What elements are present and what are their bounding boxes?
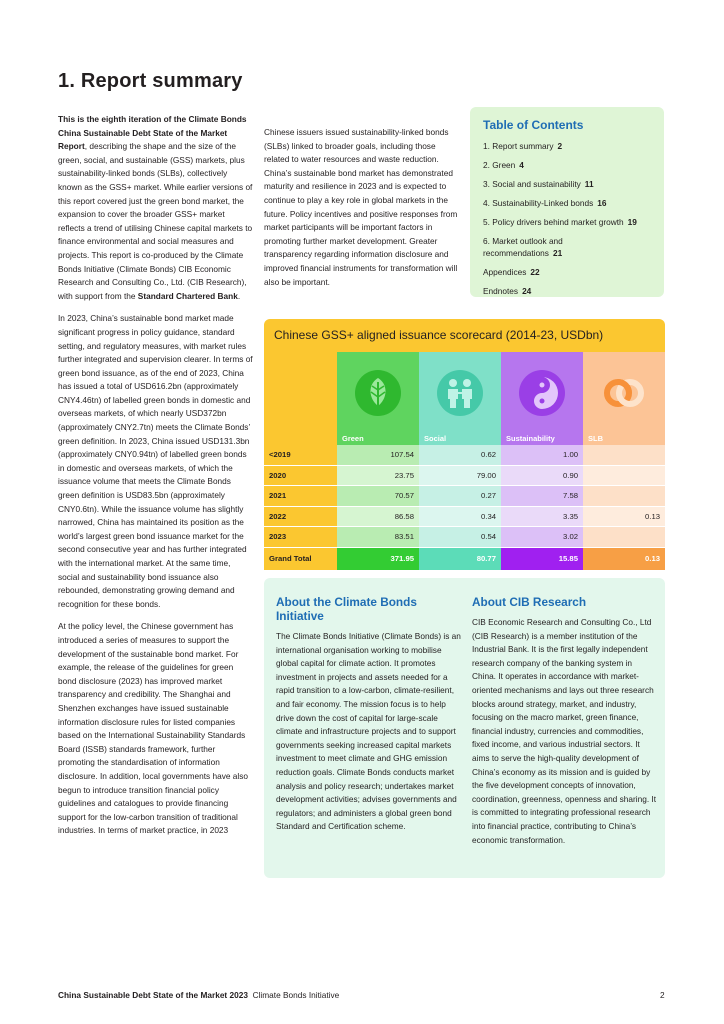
toc-item-page: 4 (519, 160, 524, 170)
body-column-middle (264, 126, 460, 298)
scorecard-table (264, 445, 665, 570)
column-label-social: Social (424, 434, 447, 443)
body-column-left (58, 113, 253, 847)
paragraph-2: In 2023, China’s sustainable bond market made significant progress in policy guidance, standard setting, and regulatory measures, with market rules further integrated and supervision clearer. In terms of green bond issuance, as of the end of 2023, China has issued a total of USD616.2bn (approximately CNY4.46tn) of labelled green bonds in domestic and overseas markets, of which nearly USD372bn (approximately CNY2.7tn) meets the Climate Bonds’ green definition. In 2023, China issued USD131.3bn (approximately CNY0.94tn) of labelled green bonds in domestic and overseas markets, of which the issuance volume that meets the Climate Bonds green definition is USD83.5bn (approximately CNY0.6tn). While the issuance volume has slightly narrowed, China has maintained its position as the world’s largest green bond issuance market for the second consecutive year and has further integrated with the international market. At the same time, social and sustainability bond issuance also rebounded, demonstrating growing demand and recognition for these bonds. (58, 313, 253, 609)
toc-item[interactable] (483, 267, 658, 279)
toc-item-page: 11 (584, 179, 594, 189)
about-section (264, 578, 665, 878)
about-cib-heading: About CIB Research (472, 595, 587, 609)
cell-green: 107.54 (337, 445, 419, 465)
about-cbi-heading: About the Climate Bonds Initiative (276, 595, 417, 623)
scorecard-total-row (264, 547, 665, 570)
intro-paragraph (58, 113, 253, 303)
people-icon (437, 370, 483, 416)
row-label: 2022 (264, 506, 337, 527)
scorecard-row (264, 506, 665, 527)
row-label: <2019 (264, 445, 337, 465)
page-title: 1. Report summary (58, 70, 243, 92)
leaf-icon (355, 370, 401, 416)
toc-item-page: 22 (530, 266, 540, 277)
toc-item-page: 16 (597, 198, 607, 208)
intro-bold: This is the eighth iteration of the Climate Bonds China Sustainable Debt State of the Market Report (58, 114, 247, 152)
toc-item-page: 19 (627, 217, 637, 227)
cell-social: 0.62 (419, 445, 501, 465)
footer-org: Climate Bonds Initiative (252, 990, 340, 1000)
issuance-scorecard (264, 319, 665, 563)
cell-sustainability: 3.02 (501, 527, 583, 548)
link-icon (601, 370, 647, 416)
total-slb: 0.13 (583, 547, 665, 570)
total-label: Grand Total (264, 547, 337, 570)
toc-item-page: 21 (552, 247, 563, 258)
cell-slb (583, 486, 665, 507)
toc-item-label: 2. Green (483, 160, 516, 170)
scorecard-header (337, 352, 665, 445)
cell-slb (583, 445, 665, 465)
cell-social: 0.34 (419, 506, 501, 527)
scorecard-row (264, 465, 665, 486)
total-social: 80.77 (419, 547, 501, 570)
toc-item[interactable] (483, 236, 593, 259)
toc-item[interactable] (483, 179, 658, 191)
cell-slb: 0.13 (583, 506, 665, 527)
cell-social: 0.27 (419, 486, 501, 507)
toc-item[interactable] (483, 141, 658, 153)
column-label-green: Green (342, 434, 364, 443)
toc-item-label: Endnotes (483, 285, 519, 296)
toc-item[interactable] (483, 286, 658, 298)
cell-slb (583, 527, 665, 548)
column-head-slb (583, 352, 665, 445)
toc-item[interactable] (483, 160, 658, 172)
paragraph-3: At the policy level, the Chinese government has introduced a series of measures to support the development of the sustainable bond market. For example, the release of the guidelines for green bond disclosure (2023) has improved market transparency and credibility. The Shanghai and Shenzhen exchanges have issued sustainable information disclosure rules for listed companies based on the International Sustainability Standards Board (ISSB) standards framework, further promoting the standardisation of information disclosure. In addition, local governments have also begun to introduce transition financial policy guidelines and catalogues to provide financing support for the low-carbon transition of traditional industries. In terms of market practice, in 2023 (58, 621, 249, 836)
row-label: 2021 (264, 486, 337, 507)
toc-item-label: 4. Sustainability-Linked bonds (483, 198, 594, 208)
toc-item-label: 1. Report summary (483, 141, 554, 151)
row-label: 2023 (264, 527, 337, 548)
column-head-social (419, 352, 501, 445)
column-label-slb: SLB (588, 434, 603, 443)
cell-sustainability: 0.90 (501, 465, 583, 486)
scorecard-row (264, 527, 665, 548)
footer-report-title: China Sustainable Debt State of the Market 2023 (58, 990, 248, 1000)
toc-item-label: 3. Social and sustainability (483, 179, 581, 189)
total-sustainability: 15.85 (501, 547, 583, 570)
toc-item[interactable] (483, 217, 658, 229)
toc-list (483, 141, 658, 305)
toc-item-page: 2 (557, 141, 563, 151)
cell-sustainability: 3.35 (501, 506, 583, 527)
toc-title: Table of Contents (483, 118, 584, 132)
toc-item-page: 24 (522, 285, 532, 296)
about-cbi-body: The Climate Bonds Initiative (Climate Bonds) is an international organisation working to mobilise global capital for climate action. It promotes investment in projects and assets needed for a rapid transition to a low-carbon, climate-resilient, and fair economy. The mission focus is to help drive down the cost of capital for large-scale climate and infrastructure projects and to support governments seeking increased capital markets investment to meet climate and GHG emission reduction goals. Climate Bonds conducts market analysis and policy research; undertakes market development activities; advises governments and regulators; and administers a global green bond Standard and Certification scheme. (276, 631, 461, 832)
scorecard-title: Chinese GSS+ aligned issuance scorecard (2014-23, USDbn) (274, 328, 604, 342)
cell-social: 79.00 (419, 465, 501, 486)
toc-item-label: 5. Policy drivers behind market growth (483, 217, 624, 227)
cell-green: 23.75 (337, 465, 419, 486)
table-of-contents (470, 107, 664, 297)
cell-sustainability: 1.00 (501, 445, 583, 465)
globe-icon (519, 370, 565, 416)
cell-slb (583, 465, 665, 486)
cell-green: 83.51 (337, 527, 419, 548)
row-label: 2020 (264, 465, 337, 486)
column-head-sustainability (501, 352, 583, 445)
column-label-sustainability: Sustainability (506, 434, 555, 443)
toc-item-label: 6. Market outlook and recommendations (483, 236, 563, 258)
cell-green: 70.57 (337, 486, 419, 507)
cell-social: 0.54 (419, 527, 501, 548)
toc-item-label: Appendices (483, 266, 527, 277)
total-green: 371.95 (337, 547, 419, 570)
intro-text: , describing the shape and the size of the green, social, and sustainable (GSS) markets, plus sustainability-linked bonds (SLBs), collectively known as the GSS+ market. While earlier versions of this report covered just the green bond market, the expansion to cover the broader GSS+ market reflects a trend of utilising Chinese capital markets to finance environmental and social measures and projects. This report is co-produced by the Climate Bonds Initiative (Climate Bonds) CIB Economic Research and Consulting Co., Ltd. (CIB Research), with support from the (58, 141, 253, 301)
cell-sustainability: 7.58 (501, 486, 583, 507)
page-number: 2 (660, 990, 665, 1000)
column-head-green (337, 352, 419, 445)
scorecard-row (264, 445, 665, 465)
cell-green: 86.58 (337, 506, 419, 527)
footer (58, 990, 339, 1000)
intro-end: . (237, 290, 241, 301)
about-cib-body: CIB Economic Research and Consulting Co., Ltd (CIB Research) is a member institution of the Industrial Bank. It is the first legally independent research company of the banking system in China. It operates in accordance with market-oriented mechanisms and lays out three research blocks around strategy, market, and industry, focusing on the macro market, green finance, financial industry, currencies and commodities, fixed income, and various industrial sectors. It aims to serve the high-quality development of China’s economy as its mission and is guided by the five development concepts of innovation, coordination, greenness, openness and sharing. It is committed to integrating professional research into financial practice, contributing to China’s economic transformation. (472, 617, 657, 845)
toc-item[interactable] (483, 198, 658, 210)
scorecard-row (264, 486, 665, 507)
paragraph-continued: Chinese issuers issued sustainability-linked bonds (SLBs) linked to broader goals, including those related to water resources and waste reduction. China’s sustainable bond market has demonstrated maturity and resilience in 2023 and is expected to continue to play a key role in global markets in the future. Policy incentives and positive responses from market participants will be important factors in promoting further market development. Greater transparency regarding information disclosure and improved financial instruments for transformation will also be important. (264, 127, 458, 287)
sponsor-name: Standard Chartered Bank (137, 290, 238, 301)
